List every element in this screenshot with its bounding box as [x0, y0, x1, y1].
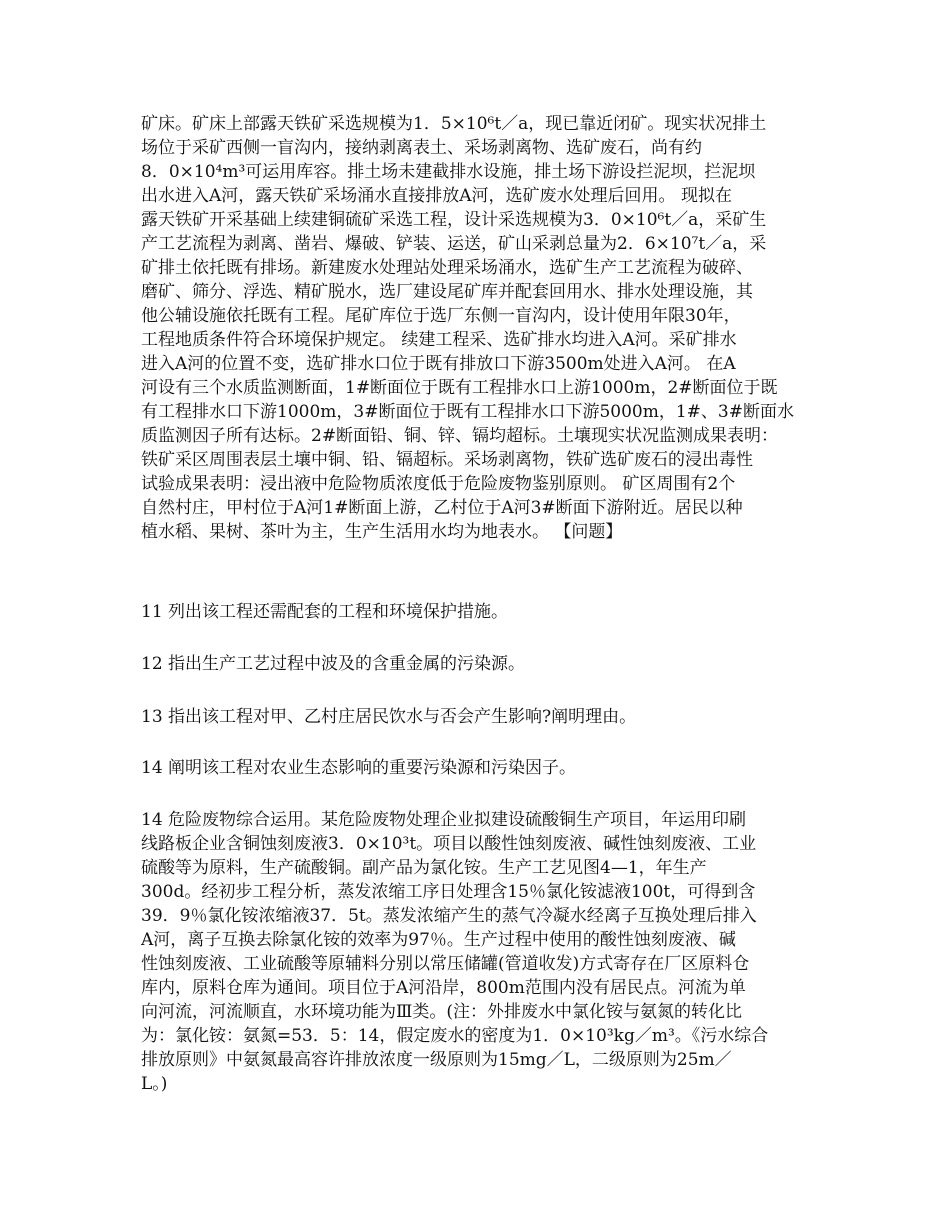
- question-12: [141, 652, 816, 676]
- text-line: 库内，原料仓库为通间。项目位于A河沿岸，800m范围内没有居民点。河流为单: [141, 978, 746, 998]
- question-13: [141, 705, 816, 729]
- text-line: 性蚀刻废液、工业硫酸等原辅料分别以常压储罐(管道收发)方式寄存在厂区原料仓: [141, 954, 750, 974]
- text-line: 向河流，河流顺直，水环境功能为Ⅲ类。(注：外排废水中氯化铵与氨氮的转化比: [141, 1002, 743, 1022]
- text-line: 自然村庄，甲村位于A河1#断面上游，乙村位于A河3#断面下游附近。居民以种: [141, 498, 743, 518]
- paragraph-mine-description: [141, 112, 816, 544]
- text-line: 排放原则》中氨氮最高容许排放浓度一级原则为15mg／L，二级原则为25m／: [141, 1050, 732, 1070]
- text-line: 露天铁矿开采基础上续建铜硫矿采选工程，设计采选规模为3．0×10⁶t／a，采矿生: [141, 210, 767, 230]
- question-14: [141, 756, 816, 780]
- text-line: 铁矿采区周围表层土壤中铜、铅、镉超标。采场剥离物，铁矿选矿废石的浸出毒性: [141, 450, 753, 470]
- text-line: 矿排土依托既有排场。新建废水处理站处理采场涌水，选矿生产工艺流程为破碎、: [141, 258, 753, 278]
- question-text: 12 指出生产工艺过程中波及的含重金属的污染源。: [141, 654, 526, 674]
- text-line: 产工艺流程为剥离、凿岩、爆破、铲装、运送，矿山采剥总量为2．6×10⁷t／a，采: [141, 234, 767, 254]
- text-line: 300d。经初步工程分析，蒸发浓缩工序日处理含15％氯化铵滤液100t，可得到含: [141, 882, 756, 902]
- text-line: 工程地质条件符合环境保护规定。 续建工程采、选矿排水均进入A河。采矿排水: [141, 330, 737, 350]
- paragraph-hazardous-waste: [141, 808, 816, 1096]
- question-text: 13 指出该工程对甲、乙村庄居民饮水与否会产生影响?阐明理由。: [141, 707, 637, 727]
- text-line: 线路板企业含铜蚀刻废液3．0×10³t。项目以酸性蚀刻废液、碱性蚀刻废液、工业: [141, 834, 757, 854]
- question-text: 11 列出该工程还需配套的工程和环境保护措施。: [141, 602, 509, 622]
- text-line: L。): [141, 1074, 168, 1094]
- text-line: 他公辅设施依托既有工程。尾矿库位于选厂东侧一盲沟内，设计使用年限30年，: [141, 306, 741, 326]
- text-line: 场位于采矿西侧一盲沟内，接纳剥离表土、采场剥离物、选矿废石，尚有约: [141, 138, 702, 158]
- text-line: 出水进入A河，露天铁矿采场涌水直接排放A河，选矿废水处理后回用。 现拟在: [141, 186, 732, 206]
- question-text: 14 阐明该工程对农业生态影响的重要污染源和污染因子。: [141, 758, 577, 778]
- text-line: 河设有三个水质监测断面，1#断面位于既有工程排水口上游1000m，2#断面位于既: [141, 378, 778, 398]
- text-line: 矿床。矿床上部露天铁矿采选规模为1．5×10⁶t／a，现已靠近闭矿。现实状况排土: [141, 114, 767, 134]
- text-line: 进入A河的位置不变，选矿排水口位于既有排放口下游3500m处进入A河。 在A: [141, 354, 736, 374]
- text-line: 植水稻、果树、茶叶为主，生产生活用水均为地表水。 【问题】: [141, 522, 623, 542]
- text-line: 14 危险废物综合运用。某危险废物处理企业拟建设硫酸铜生产项目，年运用印刷: [141, 810, 747, 830]
- text-line: 磨矿、筛分、浮选、精矿脱水，选厂建设尾矿库并配套回用水、排水处理设施，其: [141, 282, 753, 302]
- text-line: 有工程排水口下游1000m，3#断面位于既有工程排水口下游5000m，1#、3#断面水: [141, 402, 794, 422]
- text-line: 试验成果表明：浸出液中危险物质浓度低于危险废物鉴别原则。 矿区周围有2个: [141, 474, 736, 494]
- text-line: 8．0×10⁴m³可运用库容。排土场未建截排水设施，排土场下游设拦泥坝，拦泥坝: [141, 162, 756, 182]
- text-line: 硫酸等为原料，生产硫酸铜。副产品为氯化铵。生产工艺见图4—1，年生产: [141, 858, 707, 878]
- text-line: 39．9％氯化铵浓缩液37．5t。蒸发浓缩产生的蒸气冷凝水经离子互换处理后排入: [141, 906, 757, 926]
- text-line: A河，离子互换去除氯化铵的效率为97％。生产过程中使用的酸性蚀刻废液、碱: [141, 930, 736, 950]
- text-line: 质监测因子所有达标。2#断面铅、铜、锌、镉均超标。土壤现实状况监测成果表明：: [141, 426, 779, 446]
- question-11: [141, 600, 816, 624]
- text-line: 为：氯化铵：氨氮=53．5：14，假定废水的密度为1．0×10³kg／m³。《污水综合: [141, 1026, 769, 1046]
